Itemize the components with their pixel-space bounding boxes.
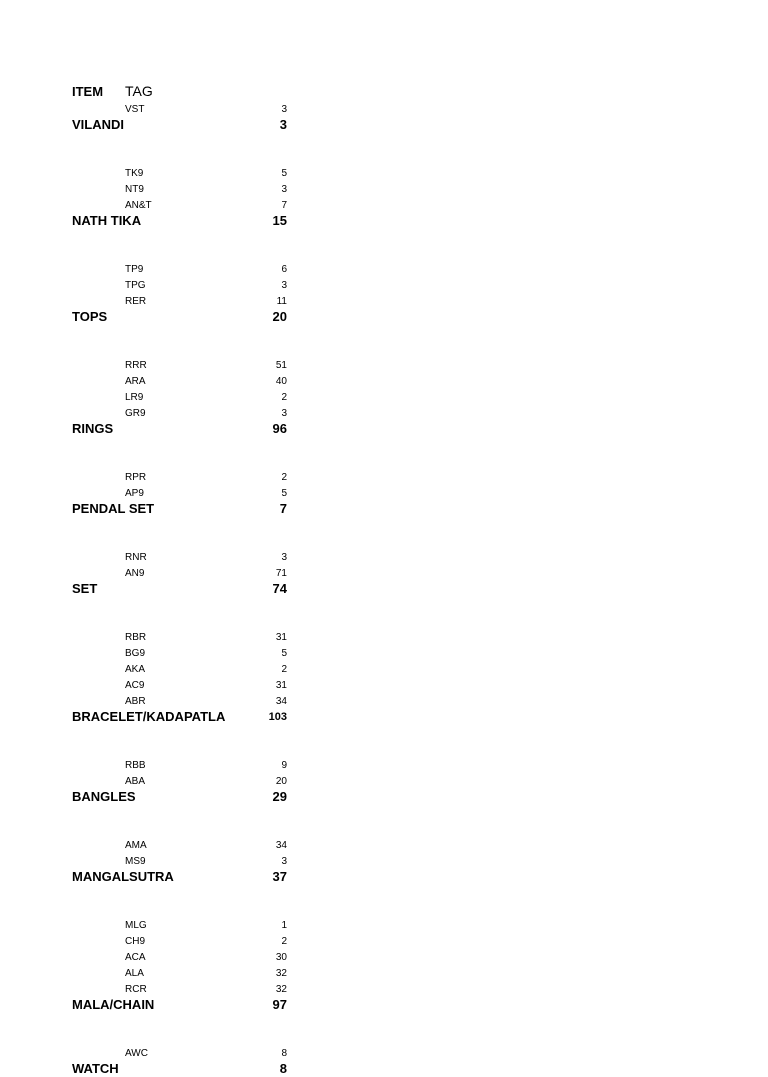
tag-quantity: 6 (281, 264, 287, 275)
tag-quantity: 40 (275, 376, 287, 387)
tag-code: ABA (125, 776, 146, 787)
tag-quantity: 11 (276, 296, 287, 307)
tag-entry-row (0, 694, 768, 710)
group-total-row (0, 213, 768, 229)
tag-code: TK9 (125, 168, 144, 179)
group-total: 74 (272, 581, 287, 596)
tag-entry-row (0, 566, 768, 582)
tag-code: ARA (125, 376, 146, 387)
tag-quantity: 3 (281, 408, 287, 419)
group-item-name: TOPS (72, 309, 108, 324)
tag-quantity: 32 (275, 984, 287, 995)
group-total: 15 (272, 213, 287, 228)
tag-entry-row (0, 390, 768, 406)
group-total: 20 (272, 309, 287, 324)
tag-entry-row (0, 102, 768, 118)
tag-quantity: 3 (281, 856, 287, 867)
tag-entry-row (0, 262, 768, 278)
tag-quantity: 2 (281, 392, 287, 403)
tag-entry-row (0, 166, 768, 182)
group-total: 97 (272, 997, 287, 1012)
group-total: 3 (279, 117, 287, 132)
tag-entry-row (0, 358, 768, 374)
tag-quantity: 32 (275, 968, 287, 979)
group-item-name: BRACELET/KADAPATLA (72, 709, 226, 724)
tag-code: AWC (125, 1048, 148, 1059)
tag-code: AMA (125, 840, 147, 851)
tag-code: GR9 (125, 408, 146, 419)
tag-quantity: 9 (281, 760, 287, 771)
tag-entry-row (0, 982, 768, 998)
tag-quantity: 71 (275, 568, 287, 579)
tag-entry-row (0, 758, 768, 774)
tag-entry-row (0, 278, 768, 294)
group-item-name: SET (72, 581, 98, 596)
group-total: 103 (268, 711, 287, 723)
tag-quantity: 20 (275, 776, 287, 787)
tag-entry-row (0, 198, 768, 214)
tag-entry-row (0, 630, 768, 646)
tag-quantity: 2 (281, 936, 287, 947)
tag-quantity: 7 (281, 200, 287, 211)
tag-code: RBR (125, 632, 147, 643)
tag-code: ACA (125, 952, 146, 963)
group-total-row (0, 309, 768, 325)
tag-entry-row (0, 294, 768, 310)
tag-entry-row (0, 934, 768, 950)
tag-entry-row (0, 678, 768, 694)
group-total-row (0, 789, 768, 805)
group-total: 8 (279, 1061, 287, 1076)
tag-quantity: 3 (281, 280, 287, 291)
tag-code: RBB (125, 760, 146, 771)
tag-quantity: 5 (281, 648, 287, 659)
tag-code: TP9 (125, 264, 144, 275)
tag-quantity: 3 (281, 552, 287, 563)
group-item-name: MANGALSUTRA (72, 869, 174, 884)
tag-quantity: 51 (275, 360, 287, 371)
tag-entry-row (0, 854, 768, 870)
tag-code: AN9 (125, 568, 145, 579)
tag-entry-row (0, 374, 768, 390)
tag-code: RCR (125, 984, 147, 995)
item-column-header: ITEM (72, 84, 104, 99)
group-total-row (0, 581, 768, 597)
tag-code: CH9 (125, 936, 146, 947)
tag-quantity: 31 (275, 680, 287, 691)
group-item-name: NATH TIKA (72, 213, 142, 228)
header-row (0, 84, 768, 100)
tag-quantity: 3 (281, 184, 287, 195)
tag-entry-row (0, 662, 768, 678)
group-total-row (0, 117, 768, 133)
tag-code: NT9 (125, 184, 144, 195)
tag-code: AN&T (125, 200, 152, 211)
tag-code: TPG (125, 280, 146, 291)
tag-code: LR9 (125, 392, 144, 403)
tag-entry-row (0, 1046, 768, 1062)
tag-entry-row (0, 838, 768, 854)
tag-entry-row (0, 550, 768, 566)
tag-quantity: 8 (281, 1048, 287, 1059)
tag-entry-row (0, 950, 768, 966)
tag-code: MLG (125, 920, 147, 931)
tag-quantity: 30 (275, 952, 287, 963)
group-item-name: PENDAL SET (72, 501, 155, 516)
tag-quantity: 2 (281, 472, 287, 483)
tag-entry-row (0, 470, 768, 486)
group-total: 29 (272, 789, 287, 804)
group-item-name: RINGS (72, 421, 114, 436)
group-total: 7 (279, 501, 287, 516)
tag-code: RER (125, 296, 147, 307)
tag-quantity: 1 (281, 920, 287, 931)
tag-code: AKA (125, 664, 146, 675)
tag-entry-row (0, 646, 768, 662)
tag-entry-row (0, 966, 768, 982)
tag-entry-row (0, 918, 768, 934)
tag-code: RNR (125, 552, 147, 563)
group-total-row (0, 1061, 768, 1077)
group-total-row (0, 997, 768, 1013)
tag-code: RRR (125, 360, 147, 371)
tag-entry-row (0, 406, 768, 422)
tag-quantity: 31 (275, 632, 287, 643)
tag-quantity: 5 (281, 488, 287, 499)
tag-entry-row (0, 486, 768, 502)
tag-code: RPR (125, 472, 147, 483)
group-total: 96 (272, 421, 287, 436)
tag-code: ALA (125, 968, 144, 979)
group-item-name: VILANDI (72, 117, 124, 132)
group-total-row (0, 501, 768, 517)
tag-entry-row (0, 774, 768, 790)
group-item-name: BANGLES (72, 789, 136, 804)
group-item-name: MALA/CHAIN (72, 997, 155, 1012)
group-total: 37 (272, 869, 287, 884)
tag-quantity: 2 (281, 664, 287, 675)
tag-code: BG9 (125, 648, 146, 659)
tag-quantity: 34 (275, 840, 287, 851)
tag-column-header: TAG (125, 83, 153, 99)
group-total-row (0, 869, 768, 885)
tag-quantity: 34 (275, 696, 287, 707)
group-total-row (0, 709, 768, 725)
group-item-name: WATCH (72, 1061, 119, 1076)
tag-code: AC9 (125, 680, 145, 691)
tag-quantity: 5 (281, 168, 287, 179)
tag-code: AP9 (125, 488, 144, 499)
tag-code: MS9 (125, 856, 146, 867)
group-total-row (0, 421, 768, 437)
tag-code: VST (125, 104, 145, 115)
tag-entry-row (0, 182, 768, 198)
tag-code: ABR (125, 696, 146, 707)
tag-quantity: 3 (281, 104, 287, 115)
